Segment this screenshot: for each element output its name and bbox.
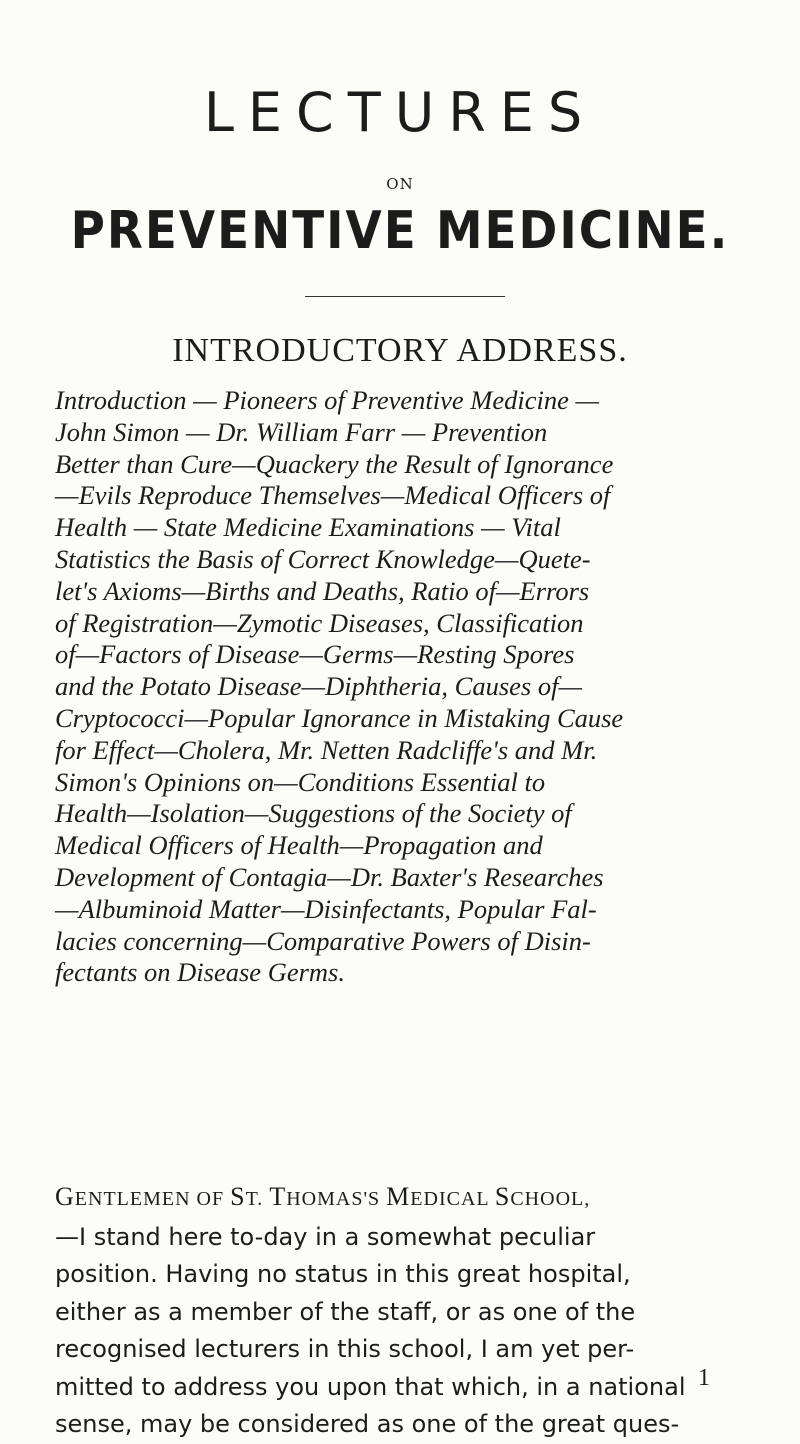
body-line: position. Having no status in this great hospital, xyxy=(55,1260,631,1288)
synopsis-line: for Effect—Cholera, Mr. Netten Radcliffe's and Mr. xyxy=(55,734,598,765)
synopsis-line: fectants on Disease Germs. xyxy=(55,957,345,988)
synopsis-line: Development of Contagia—Dr. Baxter's Researches xyxy=(55,861,604,892)
chapter-synopsis xyxy=(55,385,770,989)
title-on: ON xyxy=(386,175,414,193)
title-lectures: LECTURES xyxy=(203,81,597,144)
body-line: mitted to address you upon that which, in a national xyxy=(55,1372,686,1401)
salutation-part: EDICAL xyxy=(410,1188,495,1210)
salutation-part: S xyxy=(230,1182,246,1211)
salutation-line xyxy=(55,1178,775,1219)
salutation-part: T xyxy=(269,1182,287,1211)
section-heading: INTRODUCTORY ADDRESS. xyxy=(172,332,628,369)
synopsis-line: —Evils Reproduce Themselves—Medical Officers of xyxy=(55,480,611,511)
salutation-part: T. xyxy=(245,1188,270,1210)
synopsis-line: Cryptococci—Popular Ignorance in Mistaking Cause xyxy=(55,702,624,733)
salutation-part: ENTLEMEN OF xyxy=(74,1188,231,1210)
salutation-part: S xyxy=(494,1182,511,1211)
synopsis-line: Introduction — Pioneers of Preventive Medicine — xyxy=(55,385,600,415)
synopsis-line: of Registration—Zymotic Diseases, Classification xyxy=(55,607,584,638)
synopsis-line: lacies concerning—Comparative Powers of Disin- xyxy=(55,925,591,956)
synopsis-line: Health—Isolation—Suggestions of the Society of xyxy=(55,798,572,829)
synopsis-line: Statistics the Basis of Correct Knowledge—Quete- xyxy=(55,543,591,574)
body-line: sense, may be considered as one of the great ques- xyxy=(55,1410,680,1438)
synopsis-line: let's Axioms—Births and Deaths, Ratio of—Errors xyxy=(55,575,590,606)
synopsis-line: —Albuminoid Matter—Disinfectants, Popular Fal- xyxy=(55,893,597,924)
salutation-part: G xyxy=(55,1182,75,1211)
synopsis-line: and the Potato Disease—Diphtheria, Causes of— xyxy=(55,671,583,702)
salutation-part: M xyxy=(386,1182,411,1211)
synopsis-line: of—Factors of Disease—Germs—Resting Spores xyxy=(55,639,575,670)
body-line: —I stand here to-day in a somewhat peculiar xyxy=(55,1222,596,1251)
divider-rule xyxy=(305,296,505,297)
body-line: either as a member of the staff, or as one of the xyxy=(55,1297,636,1326)
synopsis-line: Simon's Opinions on—Conditions Essential to xyxy=(55,766,546,797)
page-title: PREVENTIVE MEDICINE. xyxy=(70,201,730,261)
salutation-part: HOMAS'S xyxy=(286,1188,387,1210)
body-line: recognised lecturers in this school, I am yet per- xyxy=(55,1335,635,1363)
page-number: 1 xyxy=(698,1365,710,1391)
synopsis-line: Health — State Medicine Examinations — Vital xyxy=(55,512,561,543)
salutation-part: CHOOL, xyxy=(510,1188,591,1210)
synopsis-line: Medical Officers of Health—Propagation and xyxy=(55,830,543,861)
synopsis-line: Better than Cure—Quackery the Result of Ignorance xyxy=(55,448,614,479)
synopsis-line: John Simon — Dr. William Farr — Prevention xyxy=(55,416,548,447)
